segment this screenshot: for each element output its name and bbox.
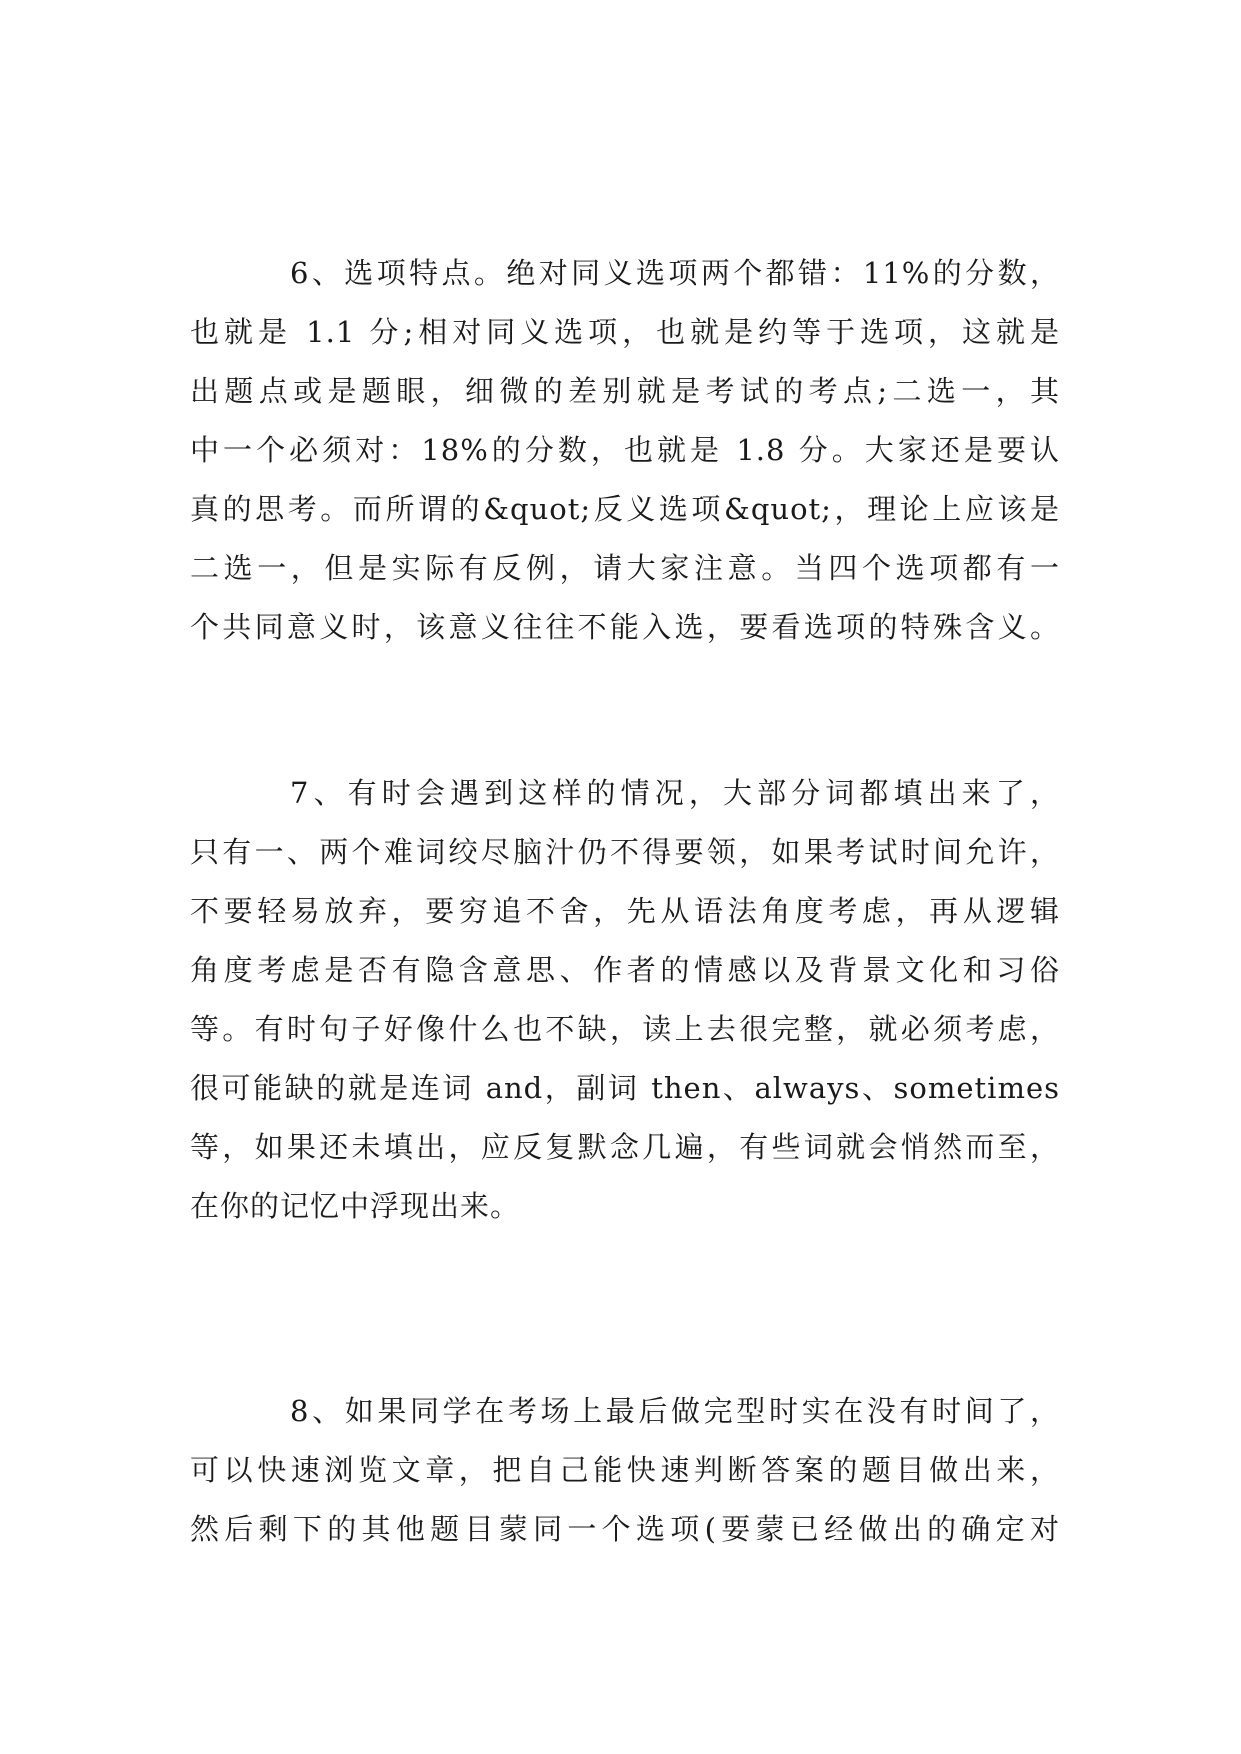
- text-line: 也就是 1.1 分;相对同义选项，也就是约等于选项，这就是: [190, 315, 1060, 349]
- text-line: 在你的记忆中浮现出来。: [190, 1189, 521, 1223]
- paragraph-8: [190, 1382, 1060, 1559]
- text-line: 真的思考。而所谓的&quot;反义选项&quot;，理论上应该是: [190, 492, 1060, 526]
- text-line: 可以快速浏览文章，把自己能快速判断答案的题目做出来，: [190, 1453, 1060, 1487]
- text-line: 7、有时会遇到这样的情况，大部分词都填出来了，: [290, 776, 1060, 810]
- text-line: 6、选项特点。绝对同义选项两个都错：11%的分数，: [290, 256, 1060, 290]
- paragraph-6: [190, 244, 1060, 657]
- text-line: 出题点或是题眼，细微的差别就是考试的考点;二选一，其: [190, 374, 1060, 408]
- text-line: 等。有时句子好像什么也不缺，读上去很完整，就必须考虑，: [190, 1012, 1060, 1046]
- paragraph-7: [190, 764, 1060, 1236]
- text-line: 中一个必须对：18%的分数，也就是 1.8 分。大家还是要认: [190, 433, 1060, 467]
- text-line: 角度考虑是否有隐含意思、作者的情感以及背景文化和习俗: [190, 953, 1060, 987]
- text-line: 二选一，但是实际有反例，请大家注意。当四个选项都有一: [190, 551, 1060, 585]
- text-line: 个共同意义时，该意义往往不能入选，要看选项的特殊含义。: [190, 610, 1060, 644]
- text-line: 只有一、两个难词绞尽脑汁仍不得要领，如果考试时间允许，: [190, 835, 1060, 869]
- text-line: 然后剩下的其他题目蒙同一个选项(要蒙已经做出的确定对: [190, 1512, 1060, 1546]
- text-line: 不要轻易放弃，要穷追不舍，先从语法角度考虑，再从逻辑: [190, 894, 1060, 928]
- text-line: 8、如果同学在考场上最后做完型时实在没有时间了，: [290, 1394, 1060, 1428]
- text-line: 很可能缺的就是连词 and，副词 then、always、sometimes: [190, 1071, 1060, 1105]
- text-line: 等，如果还未填出，应反复默念几遍，有些词就会悄然而至，: [190, 1130, 1060, 1164]
